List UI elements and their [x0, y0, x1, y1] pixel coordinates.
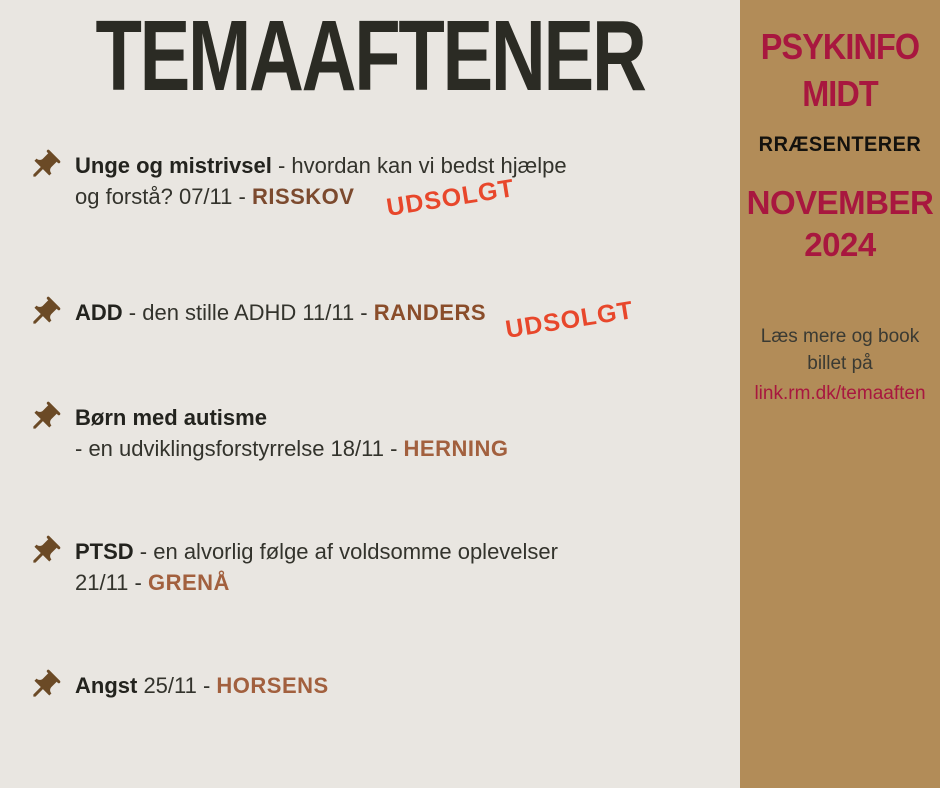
event-date: og forstå? 07/11 - — [75, 184, 252, 209]
event-date: 21/11 - — [75, 570, 148, 595]
event-location: HERNING — [403, 436, 509, 461]
cta-text — [740, 324, 940, 408]
event-location: RISSKOV — [251, 184, 355, 209]
event-text — [75, 670, 716, 701]
year-label: 2024 — [804, 226, 876, 264]
month-year — [740, 182, 940, 266]
pushpin-icon — [26, 668, 62, 704]
event-text — [75, 402, 716, 464]
page-title: TEMAAFTENER — [95, 0, 645, 112]
cta-line2: billet på — [807, 352, 873, 374]
cta-line1: Læs mere og book — [760, 326, 920, 347]
event-description: - den stille ADHD 11/11 - — [122, 300, 374, 325]
soldout-badge: UDSOLGT — [503, 296, 636, 344]
event-title: ADD — [75, 300, 123, 325]
event-description: - en udviklingsforstyrrelse 18/11 - — [75, 436, 404, 461]
event-location: HORSENS — [216, 673, 329, 698]
pushpin-icon — [26, 148, 62, 184]
event-item-ptsd — [26, 536, 716, 598]
event-item-add — [26, 296, 716, 344]
event-description: - en alvorlig følge af voldsomme oplevelser — [133, 539, 558, 564]
pushpin-icon — [26, 400, 62, 436]
event-item-unge-og-mistrivsel — [26, 150, 716, 222]
event-location: GRENÅ — [147, 570, 230, 595]
month-label: NOVEMBER — [746, 184, 934, 221]
event-title: Unge og mistrivsel — [75, 153, 272, 178]
booking-link[interactable]: link.rm.dk/temaaften — [754, 383, 926, 405]
event-item-angst — [26, 670, 716, 701]
event-title: Angst — [75, 673, 138, 698]
event-location: RANDERS — [373, 300, 487, 325]
sidebar — [740, 0, 940, 788]
brand-line1: PSYKINFO — [760, 26, 920, 67]
pushpin-icon — [26, 295, 62, 331]
event-title: PTSD — [75, 539, 134, 564]
event-description: - hvordan kan vi bedst hjælpe — [271, 153, 567, 178]
presents-label: RRÆSENTERER — [758, 133, 922, 156]
event-item-boern-med-autisme — [26, 402, 716, 464]
event-title: Børn med autisme — [75, 405, 267, 430]
brand-line2: MIDT — [802, 72, 878, 114]
pushpin-icon — [26, 534, 62, 570]
event-text — [75, 536, 716, 598]
brand-name — [750, 24, 930, 118]
event-date: 25/11 - — [137, 673, 217, 698]
soldout-badge: UDSOLGT — [384, 174, 517, 222]
